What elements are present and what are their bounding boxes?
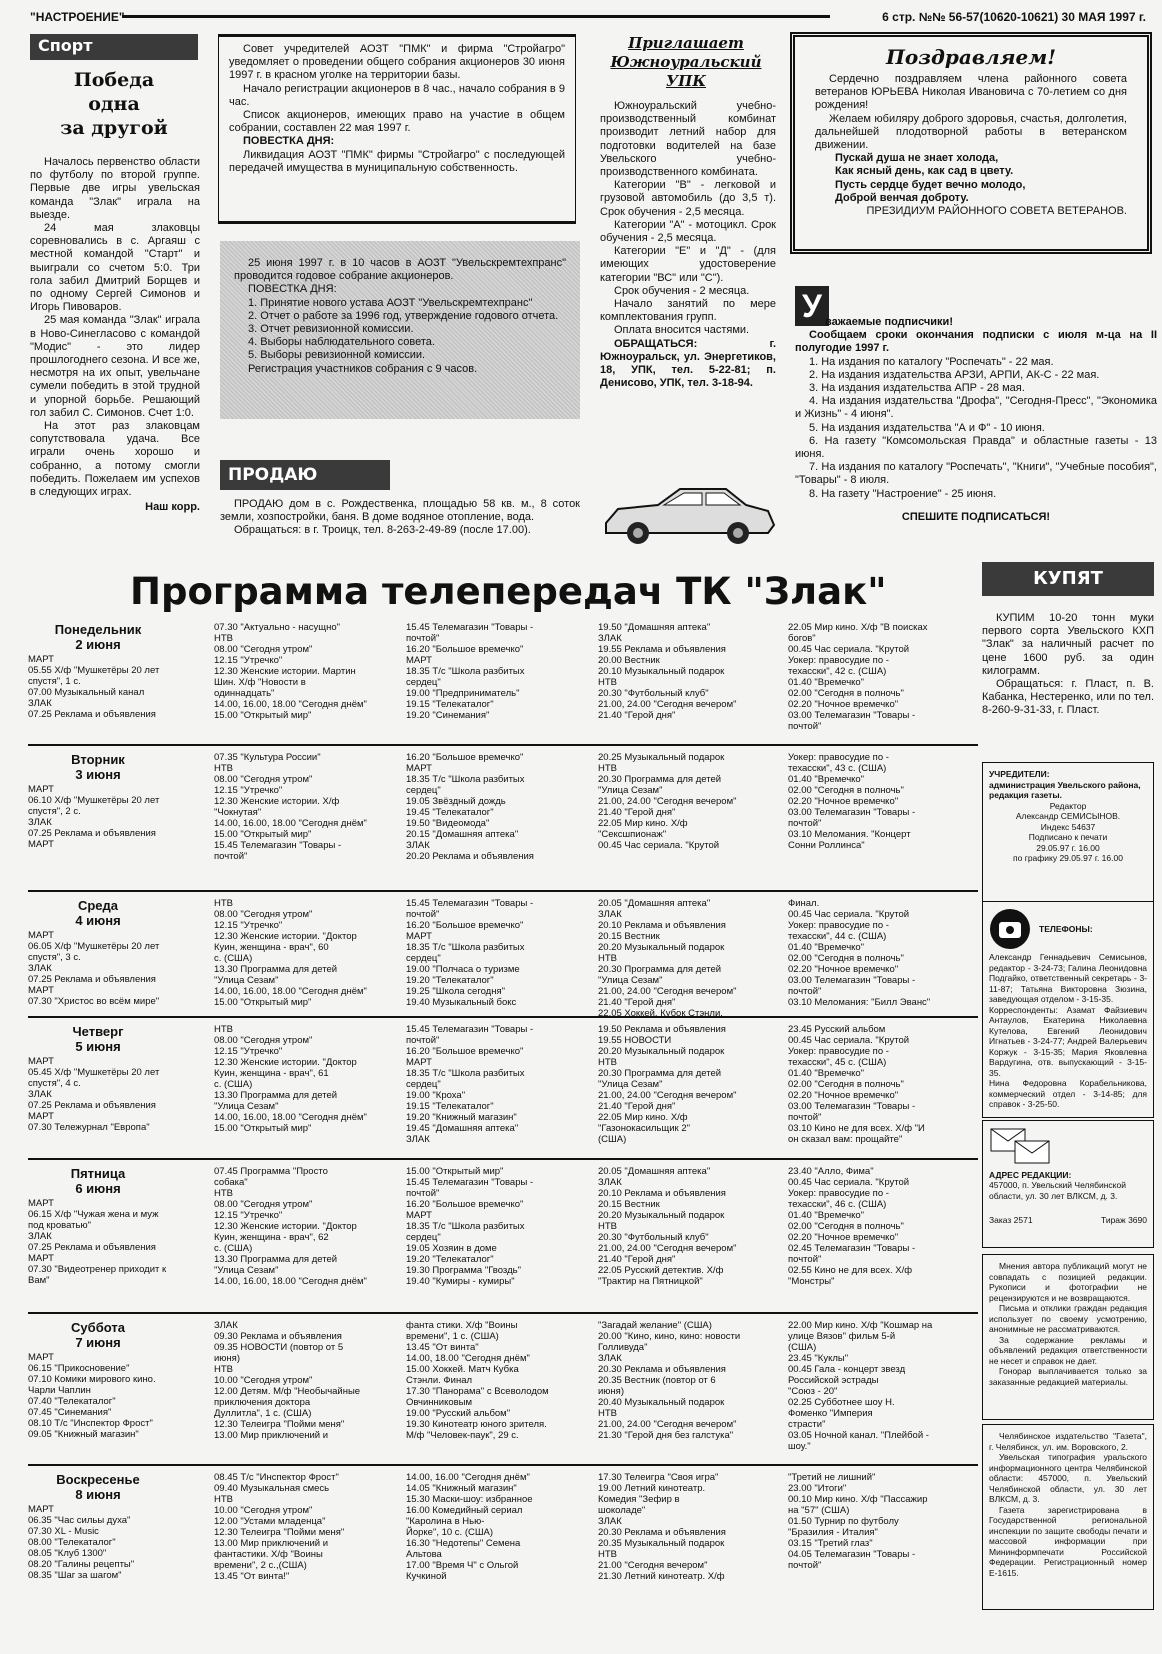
imprint-text: Увельская типография уральского информационного центра Челябинской области: 457000, п. Увельский Челябинской области, ул. 30 лет ВЛКСМ, д. 3.	[989, 1452, 1147, 1504]
founders-label: УЧРЕДИТЕЛИ:	[989, 769, 1050, 779]
editor-label: Редактор	[1049, 800, 1087, 811]
schedule-column: МАРТ 06.15 "Прикосновение" 07.10 Комики мирового кино. Чарли Чаплин 07.40 "Телекаталог" 07.45 "Синемания" 08.10 Т/с "Инспектор Фрост" 09.05 "Книжный магазин"	[28, 1352, 156, 1440]
day-date: 6 июня	[75, 1181, 121, 1196]
schedule-column: 20.05 "Домашняя аптека" ЗЛАК 20.10 Реклама и объявления 20.15 Вестник 20.20 Музыкальный подарок НТВ 20.30 Программа для детей "Улица Сезам" 21.00, 24.00 "Сегодня вечером" 21.40 "Герой дня" 22.05 Хоккей. Кубок Стэнли.	[598, 898, 737, 1019]
address-box	[982, 1120, 1154, 1248]
schedule-column: 19.50 Реклама и объявления 19.55 НОВОСТИ 20.20 Музыкальный подарок НТВ 20.30 Программа для детей "Улица Сезам" 21.00, 24.00 "Сегодня вечером" 21.40 "Герой дня" 22.05 Мир кино. Х/ф "Газонокасильщик 2" (США)	[598, 1024, 737, 1145]
signed-date: 29.05.97 г. 16.00	[1036, 842, 1100, 853]
poem-line: Как ясный день, как сад в цвету.	[835, 165, 1014, 178]
newspaper-name: "НАСТРОЕНИЕ"	[30, 10, 125, 24]
upk-text: Категории "В" - легковой и грузовой автомобиль (до 3,5 т). Срок обучения - 2,5 месяца.	[600, 179, 776, 218]
day-divider	[28, 744, 978, 746]
subscription-item: 4. На издания издательства "Дрофа", "Сегодня-Пресс", "Экономика и Жизнь" - 4 июня".	[795, 395, 1157, 421]
day-name: Воскресенье	[56, 1472, 140, 1487]
agenda-item: 2. Отчет о работе за 1996 год, утверждение годового отчета.	[248, 309, 559, 322]
buy-text: КУПИМ 10-20 тонн муки первого сорта Увельского КХП "Злак" за наличный расчет по цене 1600 руб. за один килограмм.	[982, 612, 1154, 677]
founders-box	[982, 762, 1154, 902]
notice-text: 25 июня 1997 г. в 10 часов в АОЗТ "Увельскремтехпранс" проводится годовое собрание акционеров.	[234, 257, 566, 283]
schedule-column: ЗЛАК 09.30 Реклама и объявления 09.35 НОВОСТИ (повтор от 5 июня) НТВ 10.00 "Сегодня утром" 12.00 Детям. М/ф "Необычайные приключения доктора Дуллитла", 1 с. (США) 12.30 Телеигра "Пойми меня" 13.00 Мир приключений и	[214, 1320, 361, 1441]
subscription-item: 8. На газету "Настроение" - 25 июня.	[809, 487, 997, 500]
sport-paragraph: На этот раз злаковцам сопутствовала удача. Все играли очень хорошо и собранно, а потому смогли победить. Пожелаем им успехов в следующих играх.	[30, 420, 200, 499]
signed-label: Подписано к печати	[1028, 832, 1108, 842]
disclaimer-box	[982, 1254, 1154, 1420]
upk-headline-line: Южноуральский	[610, 53, 762, 71]
envelope-icon	[989, 1127, 1053, 1167]
address-title: АДРЕС РЕДАКЦИИ:	[989, 1169, 1072, 1180]
issue-info: 6 стр. №№ 56-57(10620-10621) 30 МАЯ 1997 г.	[882, 10, 1146, 24]
buy-rubric: КУПЯТ	[982, 562, 1154, 596]
upk-headline-line: Приглашает	[628, 34, 744, 52]
schedule-column: НТВ 08.00 "Сегодня утром" 12.15 "Утречко" 12.30 Женские истории. "Доктор Куин, женщина - врач", 61 с. (США) 13.30 Программа для детей "Улица Сезам" 14.00, 16.00, 18.00 "Сегодня днём" 15.00 "Открытый мир"	[214, 1024, 367, 1134]
day-name: Суббота	[71, 1320, 125, 1335]
agenda-item: 1. Принятие нового устава АОЗТ "Увельскремтехпранс"	[248, 296, 533, 309]
notice-text: Регистрация участников собрания с 9 часов.	[248, 362, 478, 375]
notice-text: Начало регистрации акционеров в 8 час., начало собрания в 9 час.	[229, 82, 565, 108]
sell-text: ПРОДАЮ дом в с. Рождественка, площадью 58 кв. м., 8 соток земли, хозпостройки, баня. В доме водяное отопление, вода.	[220, 498, 580, 524]
sport-rubric: Спорт	[30, 34, 198, 60]
sport-article	[30, 156, 200, 514]
subscription-item: 6. На газету "Комсомольская Правда" и областные газеты - 13 июня.	[795, 434, 1157, 461]
schedule-column: 23.45 Русский альбом 00.45 Час сериала. "Крутой Уокер: правосудие по - техасски", 45 с. (США) 01.40 "Времечко" 02.00 "Сегодня в полночь" 02.20 "Ночное времечко" 03.00 Телемагазин "Товары - почтой" 03.10 Кино не для всех. Х/ф "И он сказал вам: прощайте"	[788, 1024, 925, 1145]
schedule-column: 14.00, 16.00 "Сегодня днём" 14.05 "Книжный магазин" 15.30 Маски-шоу: избранное 16.00 Комедийный сериал "Каролина в Нью- Йорке", 10 с. (США) 16.30 "Недотепы" Семена Альтова 17.00 "Время Ч" с Ольгой Кучкиной	[406, 1472, 533, 1582]
schedule-column: НТВ 08.00 "Сегодня утром" 12.15 "Утречко" 12.30 Женские истории. "Доктор Куин, женщина - врач", 60 с. (США) 13.30 Программа для детей "Улица Сезам" 14.00, 16.00, 18.00 "Сегодня днём" 15.00 "Открытый мир"	[214, 898, 367, 1008]
agenda-label: ПОВЕСТКА ДНЯ:	[243, 135, 335, 148]
sport-paragraph: 24 мая злаковцы соревновались в с. Аргаяш с местной командой "Старт" и выиграли со счетом 5:0. Три гола забил Дмитрий Борщев и по одному Сергей Симонов и Игорь Пивоваров.	[30, 222, 200, 314]
subscription-item: 5. На издания издательства "А и Ф" - 10 июня.	[809, 421, 1045, 434]
disclaimer-text: Гонорар выплачивается только за заказанные редакцией материалы.	[989, 1366, 1147, 1387]
schedule-column: МАРТ 05.45 Х/ф "Мушкетёры 20 лет спустя", 4 с. ЗЛАК 07.25 Реклама и объявления МАРТ 07.30 Тележурнал "Европа"	[28, 1056, 160, 1133]
day-date: 7 июня	[75, 1335, 121, 1350]
notice-text: Совет учредителей АОЗТ "ПМК" и фирма "Стройагро" уведомляет о проведении общего собрания акционеров 30 июня 1997 г. в красном уголке на территории базы.	[229, 43, 565, 82]
upk-contact: ОБРАЩАТЬСЯ: г. Южноуральск, ул. Энергетиков, 18, УПК, тел. 5-22-81; п. Денисово, УПК, тел. 3-18-94.	[600, 337, 776, 390]
sell-rubric: ПРОДАЮ	[220, 460, 390, 490]
sell-ad	[220, 498, 580, 538]
sport-headline-line: за другой	[60, 117, 168, 139]
schedule-column: 20.05 "Домашняя аптека" ЗЛАК 20.10 Реклама и объявления 20.15 Вестник 20.20 Музыкальный подарок НТВ 20.30 "Футбольный клуб" 21.00, 24.00 "Сегодня вечером" 21.40 "Герой дня" 22.05 Русский детектив. Х/ф "Трактир на Пятницкой"	[598, 1166, 737, 1287]
day-name: Понедельник	[54, 622, 142, 637]
drop-letter: У	[795, 286, 829, 326]
header-rule	[122, 15, 830, 18]
subscription-item: 2. На издания издательства АРЗИ, АРПИ, АК-С - 22 мая.	[809, 368, 1100, 381]
sport-headline	[30, 68, 198, 140]
day-date: 8 июня	[75, 1487, 121, 1502]
congrats-title: Поздравляем!	[885, 45, 1057, 69]
notice-text: Ликвидация АОЗТ "ПМК" фирмы "Стройагро" с последующей передачей имущества в муниципальную собственность.	[229, 148, 565, 174]
day-divider	[28, 1312, 978, 1314]
telephone-icon	[989, 908, 1031, 950]
disclaimer-text: За содержание рекламы и объявлений редакция ответственности не несет и справок не дает.	[989, 1334, 1147, 1366]
sport-signature: Наш корр.	[145, 501, 200, 514]
poem-line: Пусть сердце будет вечно молодо,	[835, 178, 1026, 191]
commercial-text: Нина Федоровна Корабельникова, коммерческий отдел - 3-14-85; для справок - 3-25-50.	[989, 1078, 1147, 1109]
schedule-column: 16.20 "Большое времечко" МАРТ 18.35 Т/с "Школа разбитых сердец" 19.05 Звёздный дождь 19.45 "Телекаталог" 19.50 "Видеомода" 20.15 "Домашняя аптека" ЗЛАК 20.20 Реклама и объявления	[406, 752, 534, 862]
subscription-notice	[795, 316, 1157, 524]
agenda-item: 5. Выборы ревизионной комиссии.	[248, 349, 426, 362]
schedule-column: 15.00 "Открытый мир" 15.45 Телемагазин "Товары - почтой" 16.20 "Большое времечко" МАРТ 18.35 Т/с "Школа разбитых сердец" 19.05 Хозяин в доме 19.20 "Телекаталог" 19.30 Программа "Гвоздь" 19.40 "Кумиры - кумиры"	[406, 1166, 534, 1287]
notice-text: Список акционеров, имеющих право на участие в общем собрании, составлен 22 мая 1997 г.	[229, 109, 565, 135]
pmk-notice	[218, 34, 576, 224]
index-number: Индекс 54637	[1040, 821, 1096, 832]
schedule-column: 15.45 Телемагазин "Товары - почтой" 16.20 "Большое времечко" МАРТ 18.35 Т/с "Школа разбитых сердец" 19.00 "Предприниматель" 19.15 "Телекаталог" 19.20 "Синемания"	[406, 622, 534, 721]
phones-title: ТЕЛЕФОНЫ:	[1039, 923, 1093, 934]
phones-box	[982, 902, 1154, 1118]
order-number: Заказ 2571	[989, 1215, 1033, 1225]
schedule-column: фанта стики. Х/ф "Воины времени", 1 с. (США) 13.45 "От винта" 14.00, 18.00 "Сегодня днём" 15.00 Хоккей. Матч Кубка Стэнли. Финал 17.30 "Панорама" с Всеволодом Овчинниковым 19.00 "Русский альбом" 19.30 Кинотеатр юного зрителя. М/ф "Человек-паук", 29 с.	[406, 1320, 549, 1441]
upk-headline-line: УПК	[666, 72, 706, 90]
day-name: Четверг	[72, 1024, 124, 1039]
poem-line: Пускай душа не знает холода,	[835, 152, 999, 165]
imprint-box	[982, 1424, 1154, 1610]
agenda-label: ПОВЕСТКА ДНЯ:	[248, 283, 337, 296]
agenda-item: 3. Отчет ревизионной комиссии.	[248, 323, 414, 336]
schedule-column: 07.30 "Актуально - насущно" НТВ 08.00 "Сегодня утром" 12.15 "Утречко" 12.30 Женские истории. Мартин Шин. Х/ф "Новости в одиннадцать" 14.00, 16.00, 18.00 "Сегодня днём" 15.00 "Открытый мир"	[214, 622, 367, 721]
day-divider	[28, 1158, 978, 1160]
schedule-column: МАРТ 06.05 Х/ф "Мушкетёры 20 лет спустя", 3 с. ЗЛАК 07.25 Реклама и объявления МАРТ 07.30 "Христос во всём мире"	[28, 930, 160, 1007]
address-text: 457000, п. Увельский Челябинской области, ул. 30 лет ВЛКСМ, д. 3.	[989, 1180, 1126, 1201]
schedule-column: МАРТ 06.15 Х/ф "Чужая жена и муж под кроватью" ЗЛАК 07.25 Реклама и объявления МАРТ 07.30 "Видеотренер приходит к Вам"	[28, 1198, 167, 1286]
sell-contact: Обращаться: в г. Троицк, тел. 8-263-2-49-89 (после 17.00).	[234, 524, 531, 537]
schedule-column: 07.45 Программа "Просто собака" НТВ 08.00 "Сегодня утром" 12.15 "Утречко" 12.30 Женские истории. "Доктор Куин, женщина - врач", 62 с. (США) 13.30 Программа для детей "Улица Сезам" 14.00, 16.00, 18.00 "Сегодня днём"	[214, 1166, 367, 1287]
sport-headline-line: одна	[88, 93, 140, 115]
schedule-column: 15.45 Телемагазин "Товары - почтой" 16.20 "Большое времечко" МАРТ 18.35 Т/с "Школа разбитых сердец" 19.00 "Полчаса о туризме 19.20 "Телекаталог" 19.25 "Школа сегодня" 19.40 Музыкальный бокс	[406, 898, 534, 1008]
subscription-intro: Сообщаем сроки окончания подписки с июля м-ца на II полугодие 1997 г.	[795, 329, 1157, 355]
subscription-closing: СПЕШИТЕ ПОДПИСАТЬСЯ!	[901, 510, 1051, 523]
schedule-column: 19.50 "Домашняя аптека" ЗЛАК 19.55 Реклама и объявления 20.00 Вестник 20.10 Музыкальный подарок НТВ 20.30 "Футбольный клуб" 21.00, 24.00 "Сегодня вечером" 21.40 "Герой дня"	[598, 622, 737, 721]
subscription-item: 7. На издания по каталогу "Роспечать", "Книги", "Учебные пособия", "Товары" - 8 июля.	[795, 461, 1157, 487]
imprint-text: Газета зарегистрирована в Государственной региональной инспекции по защите свободы печати и массовой информации при Мининформпечати Российской Федерации. Регистрационный номер Е-1615.	[989, 1504, 1147, 1578]
buy-contact: Обращаться: г. Пласт, п. В. Кабанка, Нестеренко, или по тел. 8-260-9-31-33, г. Пласт.	[982, 678, 1154, 717]
upk-text: Категории "Е" и "Д" - (для имеющих удостоверение категории "ВС" или "С").	[600, 245, 776, 284]
schedule-column: 07.35 "Культура России" НТВ 08.00 "Сегодня утром" 12.15 "Утречко" 12.30 Женские истории. Х/ф "Чокнутая" 14.00, 16.00, 18.00 "Сегодня днём" 15.00 "Открытый мир" 15.45 Телемагазин "Товары - почтой"	[214, 752, 367, 862]
day-name: Среда	[77, 898, 119, 913]
tv-program-title: Программа телепередач ТК "Злак"	[130, 570, 887, 613]
upk-headline	[596, 34, 776, 91]
day-divider	[28, 1016, 978, 1018]
subscription-item: 1. На издания по каталогу "Роспечать" - 22 мая.	[809, 355, 1054, 368]
schedule-column: 20.25 Музыкальный подарок НТВ 20.30 Программа для детей "Улица Сезам" 21.00, 24.00 "Сегодня вечером" 21.40 "Герой дня" 22.05 Мир кино. Х/ф "Сексшпионаж" 00.45 Час сериала. "Крутой	[598, 752, 737, 851]
day-date: 2 июня	[75, 637, 121, 652]
day-name: Пятница	[70, 1166, 126, 1181]
schedule-date: по графику 29.05.97 г. 16.00	[1013, 853, 1123, 863]
subscription-title: важаемые подписчики!	[825, 316, 953, 328]
schedule-column: 08.45 Т/с "Инспектор Фрост" 09.40 Музыкальная смесь НТВ 10.00 "Сегодня утром" 12.00 "Устами младенца" 12.30 Телеигра "Пойми меня" 13.00 Мир приключений и фантастики. Х/ф "Воины времени", 2 с.,(США) 13.45 "От винта!"	[214, 1472, 345, 1582]
sport-headline-line: Победа	[73, 69, 155, 91]
day-date: 3 июня	[75, 767, 121, 782]
car-image	[598, 475, 778, 553]
disclaimer-text: Мнения автора публикаций могут не совпадать с позицией редакции. Рукописи и фотографии не рецензируются и не возвращаются.	[989, 1261, 1147, 1303]
schedule-column: Финал. 00.45 Час сериала. "Крутой Уокер: правосудие по - техасски", 44 с. (США) 01.40 "Времечко" 02.00 "Сегодня в полночь" 02.20 "Ночное времечко" 03.00 Телемагазин "Товары - почтой" 03.10 Меломания: "Билл Эванс"	[788, 898, 931, 1008]
agenda-item: 4. Выборы наблюдательного совета.	[248, 336, 435, 349]
remtech-notice	[220, 241, 580, 419]
congrats-signature: ПРЕЗИДИУМ РАЙОННОГО СОВЕТА ВЕТЕРАНОВ.	[866, 205, 1127, 218]
upk-text: Категории "А" - мотоцикл. Срок обучения - 2,5 месяца.	[600, 218, 776, 245]
congrats-box	[790, 32, 1152, 254]
congrats-text: Сердечно поздравляем члена районного совета ветеранов ЮРЬЕВА Николая Ивановича с 70-летием со дня рождения!	[815, 73, 1127, 112]
upk-text: Оплата вносится частями.	[614, 324, 750, 337]
schedule-column: 15.45 Телемагазин "Товары - почтой" 16.20 "Большое времечко" МАРТ 18.35 Т/с "Школа разбитых сердец" 19.00 "Кроха" 19.15 "Телекаталог" 19.20 "Книжный магазин" 19.45 "Домашняя аптека" ЗЛАК	[406, 1024, 534, 1145]
upk-text: Начало занятий по мере комплектования групп.	[600, 298, 776, 324]
day-date: 4 июня	[75, 913, 121, 928]
sport-paragraph: 25 мая команда "Злак" играла в Ново-Синегласово с командой "Модис" - это лидер прошлогоднего сезона. И все же, несмотря на их опыт, увельчане сумели победить в этой трудной и упорной борьбе. Решающий гол забил С. Симонов. Счет 1:0.	[30, 314, 200, 419]
schedule-column: 22.05 Мир кино. Х/ф "В поисках богов" 00.45 Час сериала. "Крутой Уокер: правосудие по - техасски", 42 с. (США) 01.40 "Времечко" 02.00 "Сегодня в полночь" 02.20 "Ночное времечко" 03.00 Телемагазин "Товары - почтой"	[788, 622, 928, 732]
subscription-item: 3. На издания издательства АПР - 28 мая.	[809, 382, 1025, 395]
schedule-column: МАРТ 05.55 Х/ф "Мушкетёры 20 лет спустя", 1 с. 07.00 Музыкальный канал ЗЛАК 07.25 Реклама и объявления	[28, 654, 160, 720]
schedule-column: 17.30 Телеигра "Своя игра" 19.00 Летний кинотеатр. Комедия "Зефир в шоколаде" ЗЛАК 20.30 Реклама и объявления 20.35 Музыкальный подарок НТВ 21.00 "Сегодня вечером" 21.30 Летний кинотеатр. Х/ф	[598, 1472, 726, 1582]
schedule-column: МАРТ 06.10 Х/ф "Мушкетёры 20 лет спустя", 2 с. ЗЛАК 07.25 Реклама и объявления МАРТ	[28, 784, 160, 850]
day-date: 5 июня	[75, 1039, 121, 1054]
poem-line: Доброй венчая доброту.	[835, 191, 969, 204]
founders-text: администрация Увельского района, редакция газеты.	[989, 779, 1141, 800]
upk-ad	[600, 100, 776, 390]
schedule-column: 22.00 Мир кино. Х/ф "Кошмар на улице Вязов" фильм 5-й (США) 23.45 "Куклы" 00.45 Гала - концерт звезд Российской эстрады "Союз - 20" 02.25 Субботнее шоу Н. Фоменко "Империя страсти" 03.05 Ночной канал. "Плейбой - шоу."	[788, 1320, 933, 1452]
congrats-text: Желаем юбиляру доброго здоровья, счастья, долголетия, дальнейшей плодотворной работы в ветеранском движении.	[815, 112, 1127, 152]
upk-text: Южноуральский учебно-производственный комбинат производит летний набор для подготовки водителей на базе Увельского учебно-производственного комбината.	[600, 100, 776, 179]
buy-ad	[982, 612, 1154, 718]
day-name: Вторник	[71, 752, 125, 767]
phones-text: Александр Геннадьевич Семисынов, редактор - 3-24-73; Галина Леонидовна Подгайко, ответственный секретарь - 3-11-87; Татьяна Викторовна Зюзина, заведующая отделом - 3-15-35.	[989, 952, 1147, 1004]
print-run: Тираж 3690	[1101, 1215, 1147, 1225]
page-header	[30, 10, 1160, 26]
editor-name: Александр СЕМИСЫНОВ.	[1015, 811, 1121, 821]
disclaimer-text: Письма и отклики граждан редакция использует по своему усмотрению, анонимные не рассматриваются.	[989, 1303, 1147, 1334]
upk-text: Срок обучения - 2 месяца.	[614, 284, 750, 297]
schedule-column: Уокер: правосудие по - техасски", 43 с. (США) 01.40 "Времечко" 02.00 "Сегодня в полночь" 02.20 "Ночное времечко" 03.00 Телемагазин "Товары - почтой" 03.10 Меломания. "Концерт Сонни Роллинса"	[788, 752, 916, 851]
day-divider	[28, 1464, 978, 1466]
correspondents-text: Корреспонденты: Азамат Файзиевич Антаулов, Екатерина Николаевна Кутелова, Евгений Леонидович Игнатьев - 3-24-77; Андрей Валерьевич Коржук - 3-15-35; Мария Яковлевна Вардугина, отв. выпускающий - 3-15-35.	[989, 1004, 1147, 1078]
schedule-column: "Загадай желание" (США) 20.00 "Кино, кино, кино: новости Голливуда" ЗЛАК 20.30 Реклама и объявления 20.35 Вестник (повтор от 6 июня) 20.40 Музыкальный подарок НТВ 21.00, 24.00 "Сегодня вечером" 21.30 "Герой дня без галстука"	[598, 1320, 741, 1441]
schedule-column: 23.40 "Алло, Фима" 00.45 Час сериала. "Крутой Уокер: правосудие по - техасски", 46 с. (США) 01.40 "Времечко" 02.00 "Сегодня в полночь" 02.20 "Ночное времечко" 02.45 Телемагазин "Товары - почтой" 02.55 Кино не для всех. Х/ф "Монстры"	[788, 1166, 916, 1287]
imprint-text: Челябинское издательство "Газета", г. Челябинск, ул. им. Воровского, 2.	[989, 1431, 1147, 1452]
schedule-column: МАРТ 06.35 "Час сильы духа" 07.30 XL - Music 08.00 "Телекаталог" 08.05 "Клуб 1300" 08.20 "Галины рецепты" 08.35 "Шаг за шагом"	[28, 1504, 135, 1581]
sport-paragraph: Началось первенство области по футболу по второй группе. Первые две игры увельская команда "Злак" играла на выезде.	[30, 156, 200, 221]
schedule-column: "Третий не лишний" 23.00 "Итоги" 00.10 Мир кино. Х/ф "Пассажир на "57" (США) 01.50 Турнир по футболу "Бразилия - Италия" 03.15 "Третий глаз" 04.05 Телемагазин "Товары - почтой"	[788, 1472, 928, 1571]
day-divider	[28, 890, 978, 892]
